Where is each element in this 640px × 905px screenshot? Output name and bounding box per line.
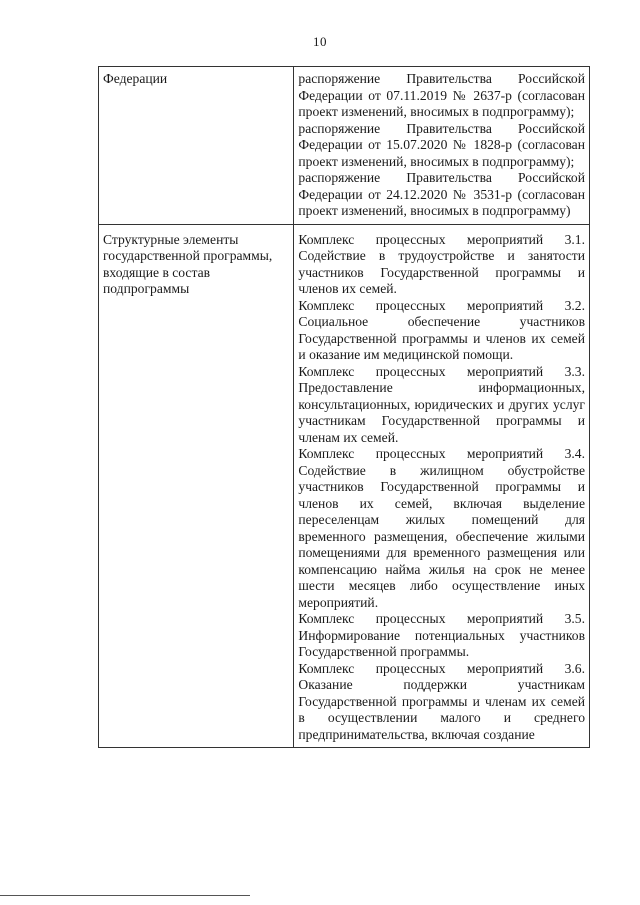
page-number: 10	[313, 34, 327, 49]
row-label-federation: Федерации	[99, 67, 294, 225]
complex-3-1: Комплекс процессных мероприятий 3.1. Содействие в трудоустройстве и занятости участников Государственной программы и членов их семей.	[298, 231, 585, 296]
table-row	[99, 224, 590, 748]
complex-3-5: Комплекс процессных мероприятий 3.5. Информирование потенциальных участников Государственной программы.	[298, 611, 585, 659]
row-label-structural-elements: Структурные элементы государственной программы, входящие в состав подпрограммы	[99, 224, 294, 748]
complex-3-4: Комплекс процессных мероприятий 3.4. Содействие в жилищном обустройстве участников Государственной программы и членов их семей, включая выделение переселенцам жилых помещений для временного размещения, обеспечение жилыми помещениями для временного размещения или компенсацию найма жилья на срок не менее шести месяцев либо осуществление иных мероприятий.	[298, 446, 585, 610]
order-2637: распоряжение Правительства Российской Федерации от 07.11.2019 № 2637-р (согласован проект изменений, вносимых в подпрограмму);	[298, 71, 585, 119]
row-value-complexes	[294, 224, 590, 748]
order-3531: распоряжение Правительства Российской Федерации от 24.12.2020 № 3531-р (согласован проект изменений, вносимых в подпрограмму)	[298, 170, 585, 218]
footnote-divider	[0, 895, 250, 896]
row-value-orders	[294, 67, 590, 225]
table-row	[99, 67, 590, 225]
complex-3-6: Комплекс процессных мероприятий 3.6. Оказание поддержки участникам Государственной программы и членам их семей в осуществлении малого и среднего предпринимательства, включая создание	[298, 660, 585, 742]
subprogram-passport-table	[98, 66, 590, 748]
order-1828: распоряжение Правительства Российской Федерации от 15.07.2020 № 1828-р (согласован проект изменений, вносимых в подпрограмму);	[298, 120, 585, 169]
complex-3-2: Комплекс процессных мероприятий 3.2. Социальное обеспечение участников Государственной программы и членов их семей и оказание им медицинской помощи.	[298, 297, 585, 362]
complex-3-3: Комплекс процессных мероприятий 3.3. Предоставление информационных, консультационных, юридических и других услуг участникам Государственной программы и членам их семей.	[298, 363, 585, 445]
